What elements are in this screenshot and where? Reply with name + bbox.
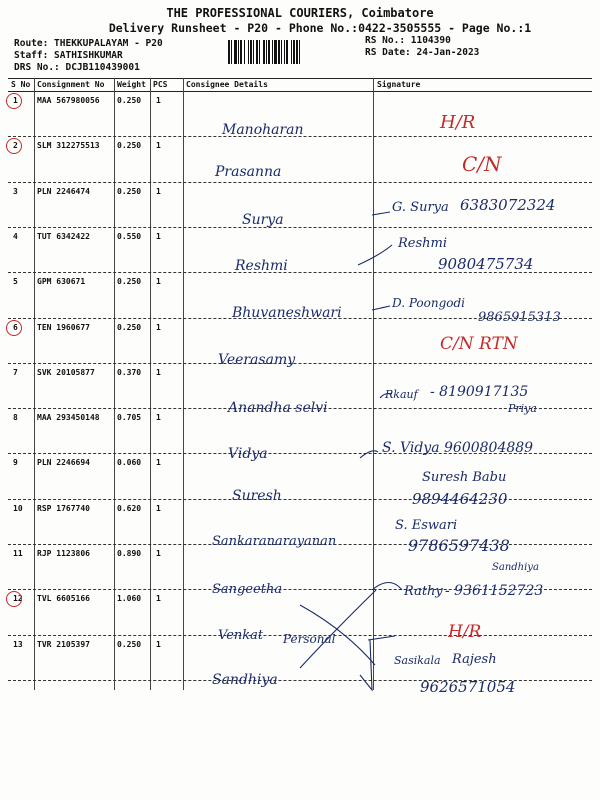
col-header-consignee: Consignee Details — [186, 80, 268, 89]
row-pcs: 1 — [156, 367, 161, 377]
handwritten-phone: 9626571054 — [420, 678, 516, 696]
row-weight: 0.060 — [117, 458, 142, 468]
row-consignment-no: RJP 1123806 — [37, 549, 90, 558]
row-consignment-no: RSP 1767740 — [37, 503, 90, 513]
handwritten-remark: Personal — [283, 632, 336, 646]
col-header-signature: Signature — [377, 80, 421, 89]
col-header-weight: Weight — [117, 80, 146, 89]
handwritten-consignee: Suresh — [232, 488, 282, 504]
row-sno: 2 — [13, 141, 18, 151]
handwritten-remark: C/N RTN — [440, 334, 518, 354]
row-sno: 9 — [13, 458, 18, 468]
rs-date-label: RS Date: 24-Jan-2023 — [365, 47, 480, 58]
row-sno: 10 — [13, 503, 23, 513]
row-weight: 0.250 — [117, 322, 142, 332]
handwritten-signature: Suresh Babu — [422, 470, 507, 485]
handwritten-consignee: Anandha selvi — [228, 400, 328, 416]
row-consignment-no: TVR 2105397 — [37, 639, 90, 649]
handwritten-remark: Priya — [508, 402, 537, 415]
handwritten-consignee: Vidya — [228, 446, 268, 462]
row-pcs: 1 — [156, 277, 161, 287]
route-label: Route: THEKKUPALAYAM - P20 — [14, 38, 163, 49]
handwritten-consignee: Sandhiya — [212, 672, 278, 688]
handwritten-consignee: Bhuvaneshwari — [232, 305, 342, 321]
handwritten-signature-mark: Sasikala — [394, 654, 441, 667]
row-pcs: 1 — [156, 503, 161, 513]
row-weight: 0.370 — [117, 367, 142, 377]
row-weight: 0.250 — [117, 186, 142, 196]
row-sno: 12 — [13, 594, 23, 604]
row-pcs: 1 — [156, 186, 161, 196]
row-weight: 0.890 — [117, 549, 142, 558]
row-weight: 0.620 — [117, 503, 142, 513]
row-sno: 7 — [13, 367, 18, 377]
handwritten-consignee: Sankaranarayanan — [212, 534, 337, 549]
handwritten-remark: H/R — [440, 112, 476, 133]
row-sno: 6 — [13, 322, 18, 332]
handwritten-phone: - 8190917135 — [430, 384, 529, 400]
row-consignment-no: PLN 2246474 — [37, 186, 90, 196]
row-pcs: 1 — [156, 231, 161, 241]
handwritten-signature: S. Eswari — [395, 518, 458, 533]
row-sno: 3 — [13, 186, 18, 196]
row-weight: 0.250 — [117, 277, 142, 287]
row-weight: 0.250 — [117, 141, 142, 151]
row-consignment-no: MAA 293450148 — [37, 413, 100, 423]
company-title: THE PROFESSIONAL COURIERS, Coimbatore — [166, 6, 434, 20]
handwritten-consignee: Reshmi — [235, 258, 288, 274]
handwritten-consignee: Veerasamy — [218, 352, 296, 368]
col-header-consignment: Consignment No — [37, 80, 105, 89]
handwritten-signature: D. Poongodi — [392, 296, 466, 310]
runsheet-title: Delivery Runsheet - P20 - Phone No.:0422-3505555 - Page No.:1 — [108, 21, 532, 35]
row-sno: 13 — [13, 639, 23, 649]
handwritten-signature-mark: Rkauf — [385, 388, 418, 401]
row-sno: 11 — [13, 549, 23, 558]
handwritten-remark: C/N — [462, 152, 502, 176]
row-pcs: 1 — [156, 458, 161, 468]
handwritten-consignee: Prasanna — [215, 164, 282, 180]
row-sno: 1 — [13, 96, 18, 105]
handwritten-phone: 6383072324 — [460, 196, 556, 214]
row-sno: 4 — [13, 231, 18, 241]
row-pcs: 1 — [156, 594, 161, 604]
rs-no-label: RS No.: 1104390 — [365, 35, 451, 46]
row-pcs: 1 — [156, 549, 161, 558]
row-weight: 0.250 — [117, 639, 142, 649]
col-header-pcs: PCS — [153, 80, 168, 89]
handwritten-signature-mark: Rathy — [404, 584, 443, 599]
row-sno: 5 — [13, 277, 18, 287]
row-weight: 0.705 — [117, 413, 142, 423]
row-sno: 8 — [13, 413, 18, 423]
handwritten-consignee: Sangeetha — [212, 582, 283, 597]
row-consignment-no: SLM 312275513 — [37, 141, 100, 151]
row-weight: 1.060 — [117, 594, 142, 604]
row-consignment-no: TUT 6342422 — [37, 231, 90, 241]
handwritten-phone: - 9361152723 — [445, 583, 544, 599]
handwritten-remark: H/R — [448, 622, 482, 642]
handwritten-signature: G. Surya — [392, 200, 449, 215]
row-pcs: 1 — [156, 413, 161, 423]
handwritten-phone: 9894464230 — [412, 490, 508, 508]
row-pcs: 1 — [156, 141, 161, 151]
row-pcs: 1 — [156, 96, 161, 105]
staff-label: Staff: SATHISHKUMAR — [14, 50, 123, 61]
handwritten-phone: 9080475734 — [438, 255, 534, 273]
row-pcs: 1 — [156, 322, 161, 332]
handwritten-signature: Rajesh — [452, 652, 497, 667]
row-pcs: 1 — [156, 639, 161, 649]
handwritten-phone: 9786597438 — [408, 536, 510, 555]
col-header-sno: S No — [11, 80, 31, 89]
row-consignment-no: TEN 1960677 — [37, 322, 90, 332]
handwritten-signature: Reshmi — [398, 236, 448, 251]
handwritten-consignee: Surya — [242, 212, 284, 228]
handwritten-consignee: Venkat — [218, 628, 264, 643]
drs-label: DRS No.: DCJB110439001 — [14, 62, 140, 73]
handwritten-phone: 9865915313 — [478, 310, 561, 325]
row-weight: 0.550 — [117, 231, 142, 241]
row-consignment-no: SVK 20105877 — [37, 367, 95, 377]
handwritten-signature: S. Vidya 9600804889 — [382, 440, 534, 456]
row-consignment-no: MAA 567980056 — [37, 96, 100, 105]
row-consignment-no: PLN 2246694 — [37, 458, 90, 468]
handwritten-consignee: Manoharan — [222, 122, 304, 138]
row-consignment-no: TVL 6605166 — [37, 594, 90, 604]
handwritten-remark: Sandhiya — [492, 562, 539, 573]
row-consignment-no: GPM 630671 — [37, 277, 86, 287]
row-weight: 0.250 — [117, 96, 142, 105]
